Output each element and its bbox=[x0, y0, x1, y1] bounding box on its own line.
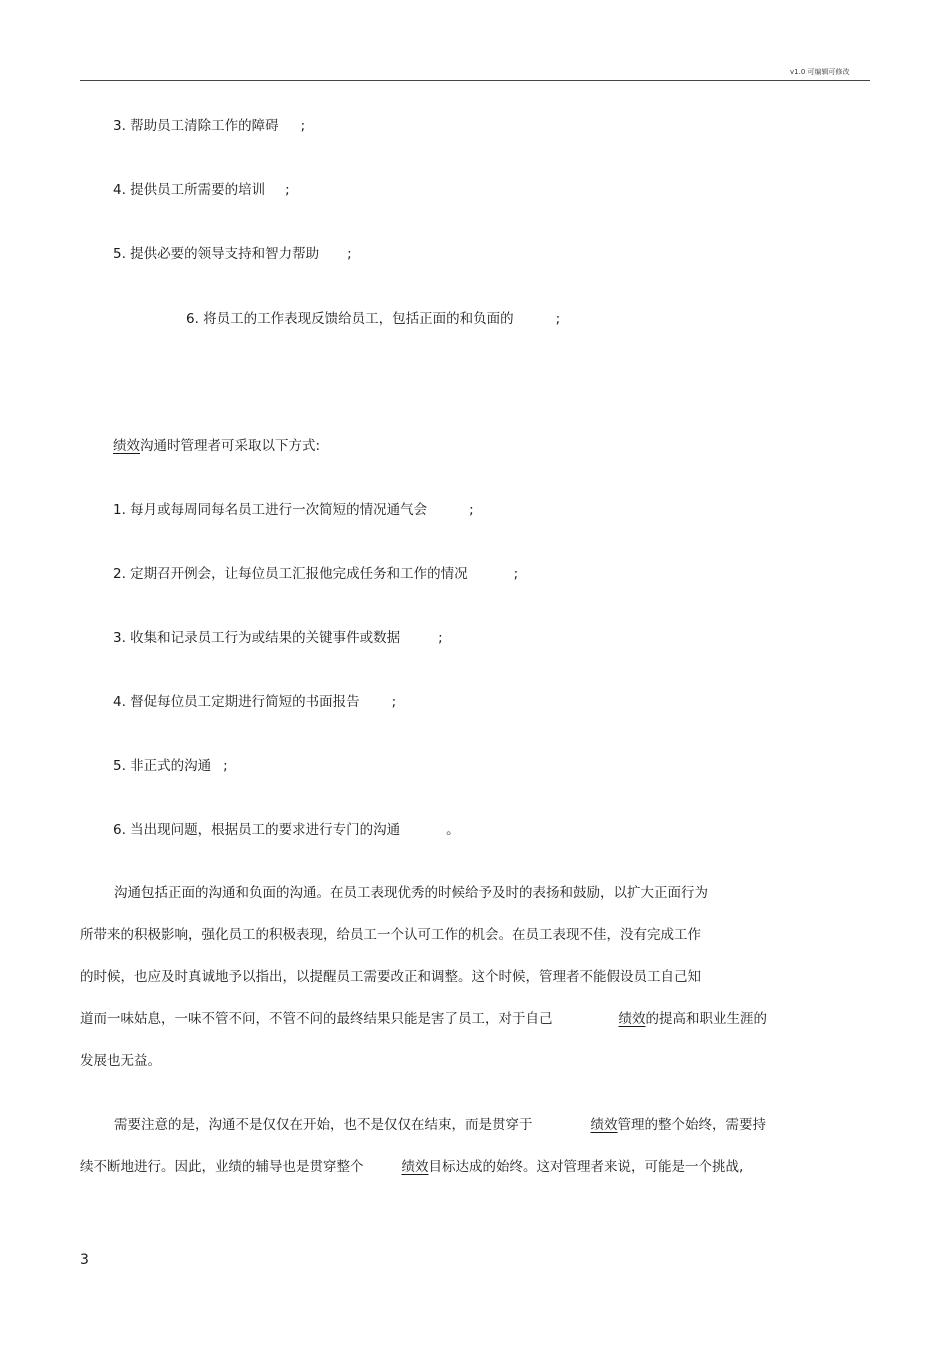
list-item: 1. 每月或每周同每名员工进行一次简短的情况通气会 ; bbox=[113, 502, 474, 518]
header-rule bbox=[80, 80, 870, 81]
page-number: 3 bbox=[80, 1252, 89, 1268]
version-label: v1.0 可编辑可修改 bbox=[790, 68, 850, 76]
list-item: 3. 收集和记录员工行为或结果的关键事件或数据 ; bbox=[113, 630, 443, 646]
paragraph-feedback: 沟通包括正面的沟通和负面的沟通。在员工表现优秀的时候给予及时的表扬和鼓励，以扩大正面行为 所带来的积极影响，强化员工的积极表现，给员工一个认可工作的机会。在员工表现不佳，没有完成工作 的时候，也应及时真诚地予以指出，以提醒员工需要改正和调整。这个时候，管理者不能假设员工自己知 道而一味姑息，一味不管不问，不管不问的最终结果只能是害了员工，对于自己 绩效的提高和职业生涯的 发展也无益。 bbox=[80, 885, 767, 1069]
list-item: 2. 定期召开例会，让每位员工汇报他完成任务和工作的情况 ; bbox=[113, 566, 519, 582]
methods-intro: 绩效沟通时管理者可采取以下方式: bbox=[113, 438, 321, 454]
list-item: 6. 当出现问题，根据员工的要求进行专门的沟通 。 bbox=[113, 822, 460, 838]
paragraph-continuity: 需要注意的是，沟通不是仅仅在开始，也不是仅仅在结束，而是贯穿于 绩效管理的整个始终，需要持 续不断地进行。因此，业绩的辅导也是贯穿整个 绩效目标达成的始终。这对管理者来说，可能是一个挑战, bbox=[80, 1117, 766, 1175]
performance-link[interactable]: 绩效 bbox=[618, 1011, 646, 1027]
performance-link[interactable]: 绩效 bbox=[113, 438, 140, 454]
list-item: 5. 提供必要的领导支持和智力帮助 ; bbox=[113, 246, 352, 262]
performance-link[interactable]: 绩效 bbox=[590, 1117, 618, 1133]
list-item: 4. 提供员工所需要的培训 ; bbox=[113, 182, 290, 198]
performance-link[interactable]: 绩效 bbox=[401, 1159, 429, 1175]
list-item: 4. 督促每位员工定期进行简短的书面报告 ; bbox=[113, 694, 397, 710]
list-item: 3. 帮助员工清除工作的障碍 ; bbox=[113, 118, 306, 134]
list-item: 5. 非正式的沟通 ; bbox=[113, 758, 228, 774]
list-item: 6. 将员工的工作表现反馈给员工，包括正面的和负面的 ; bbox=[186, 311, 561, 327]
